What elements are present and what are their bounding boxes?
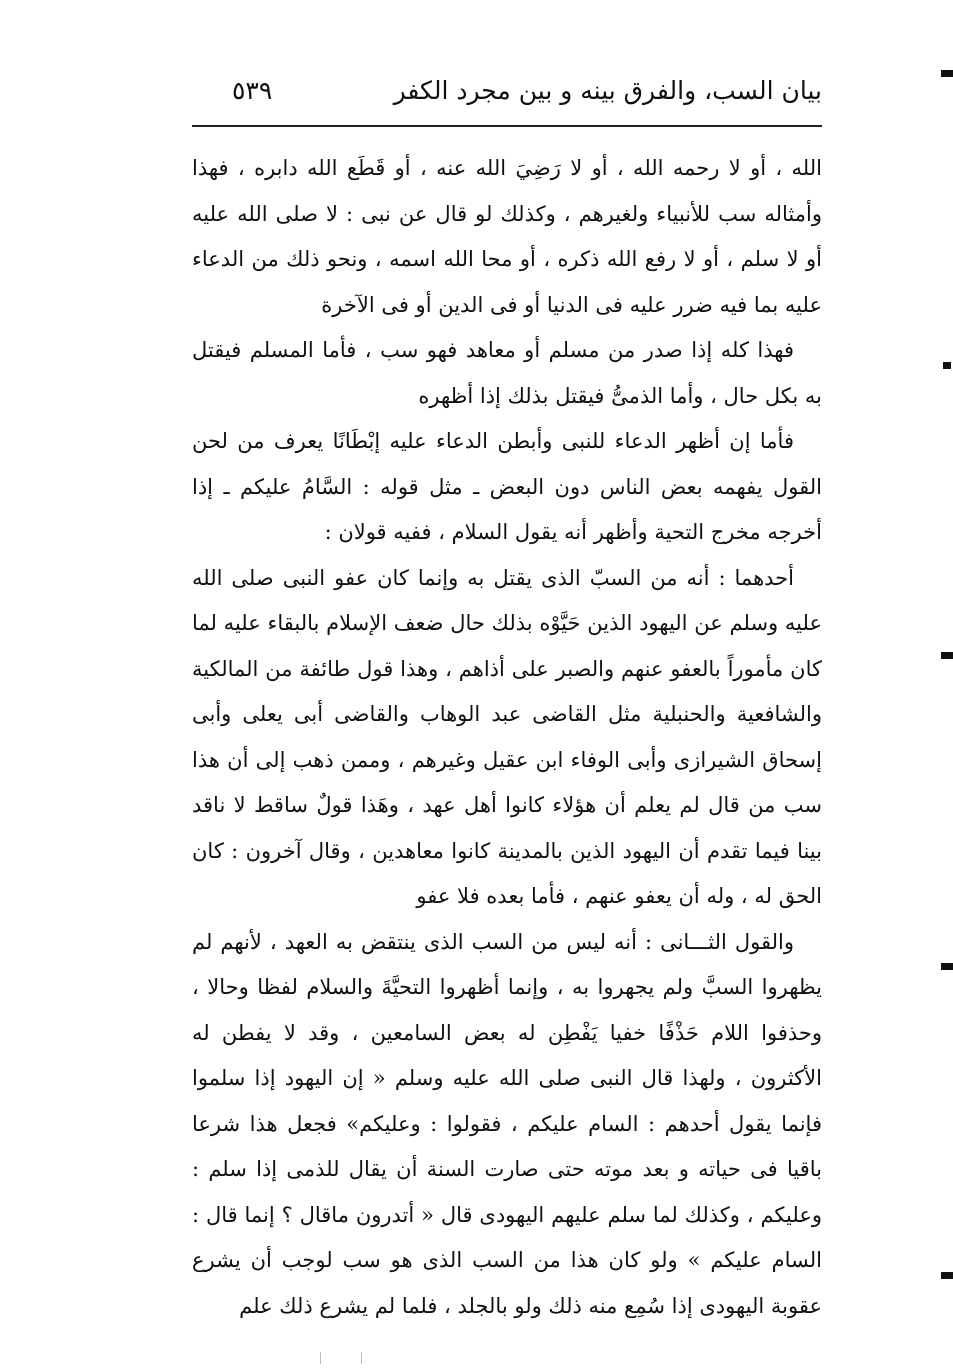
scan-edge-mark (943, 362, 951, 369)
paragraph: الله ، أو لا رحمه الله ، أو لا رَضِيَ الله عنه ، أو قَطَع الله دابره ، فهذا وأمثاله سب للأنبياء ولغيرهم ، وكذلك لو قال عن نبى : لا صلى الله عليه أو لا سلم ، أو لا رفع الله ذكره ، أو محا الله اسمه ، ونحو ذلك من الدعاء عليه بما فيه ضرر عليه فى الدنيا أو فى الدين أو فى الآخرة (192, 156, 822, 317)
scan-edge-mark (941, 70, 953, 77)
scan-edge-mark (941, 1272, 953, 1279)
running-title: بيان السب، والفرق بينه و بين مجرد الكفر (393, 76, 822, 105)
paragraph: أحدهما : أنه من السبّ الذى يقتل به وإنما كان عفو النبى صلى الله عليه وسلم عن اليهود الذين حَيَّوْه بذلك حال ضعف الإسلام بالبقاء عليه لما كان مأموراً بالعفو عنهم والصبر على أذاهم ، وهذا قول طائفة من المالكية والشافعية والحنبلية مثل القاضى عبد الوهاب والقاضى أبى يعلى وأبى إسحاق الشيرازى وأبى الوفاء ابن عقيل وغيرهم ، وممن ذهب إلى أن هذا سب من قال لم يعلم أن هؤلاء كانوا أهل عهد ، وهَذا قولٌ ساقط لا ناقد بينا فيما تقدم أن اليهود الذين بالمدينة كانوا معاهدين ، وقال آخرون : كان الحق له ، وله أن يعفو عنهم ، فأما بعده فلا عفو (192, 565, 822, 908)
header-rule (192, 125, 822, 127)
page-header (192, 72, 822, 116)
paragraph: والقول الثـــانى : أنه ليس من السب الذى ينتقض به العهد ، لأنهم لم يظهروا السبَّ ولم يجهروا به ، وإنما أظهروا التحيَّةَ والسلام لفظا وحالا ، وحذفوا اللام حَذْفًا خفيا يَفْطِن له بعض السامعين ، وقد لا يفطن له الأكثرون ، ولهذا قال النبى صلى الله عليه وسلم « إن اليهود إذا سلموا فإنما يقول أحدهم : السام عليكم ، فقولوا : وعليكم» فجعل هذا شرعا باقيا فى حياته و بعد موته حتى صارت السنة أن يقال للذمى إذا سلم : وعليكم ، وكذلك لما سلم عليهم اليهودى قال « أتدرون ماقال ؟ إنما قال : السام عليكم » ولو كان هذا من السب الذى هو سب لوجب أن يشرع عقوبة اليهودى إذا سُمِع منه ذلك ولو بالجلد ، فلما لم يشرع ذلك علم (192, 929, 822, 1318)
paragraph: فأما إن أظهر الدعاء للنبى وأبطن الدعاء عليه إبْطَانًا يعرف من لحن القول يفهمه بعض الناس دون البعض ـ مثل قوله : السَّامُ عليكم ـ إذا أخرجه مخرج التحية وأظهر أنه يقول السلام ، ففيه قولان : (192, 429, 822, 544)
body-text (192, 146, 822, 1329)
scan-edge-mark (941, 652, 953, 659)
paragraph: فهذا كله إذا صدر من مسلم أو معاهد فهو سب ، فأما المسلم فيقتل به بكل حال ، وأما الذمىُّ فيقتل بذلك إذا أظهره (192, 338, 822, 408)
scan-edge-mark (941, 963, 953, 970)
page-number: ٥٣٩ (232, 76, 273, 105)
binding-gutter-mark (320, 1352, 362, 1364)
